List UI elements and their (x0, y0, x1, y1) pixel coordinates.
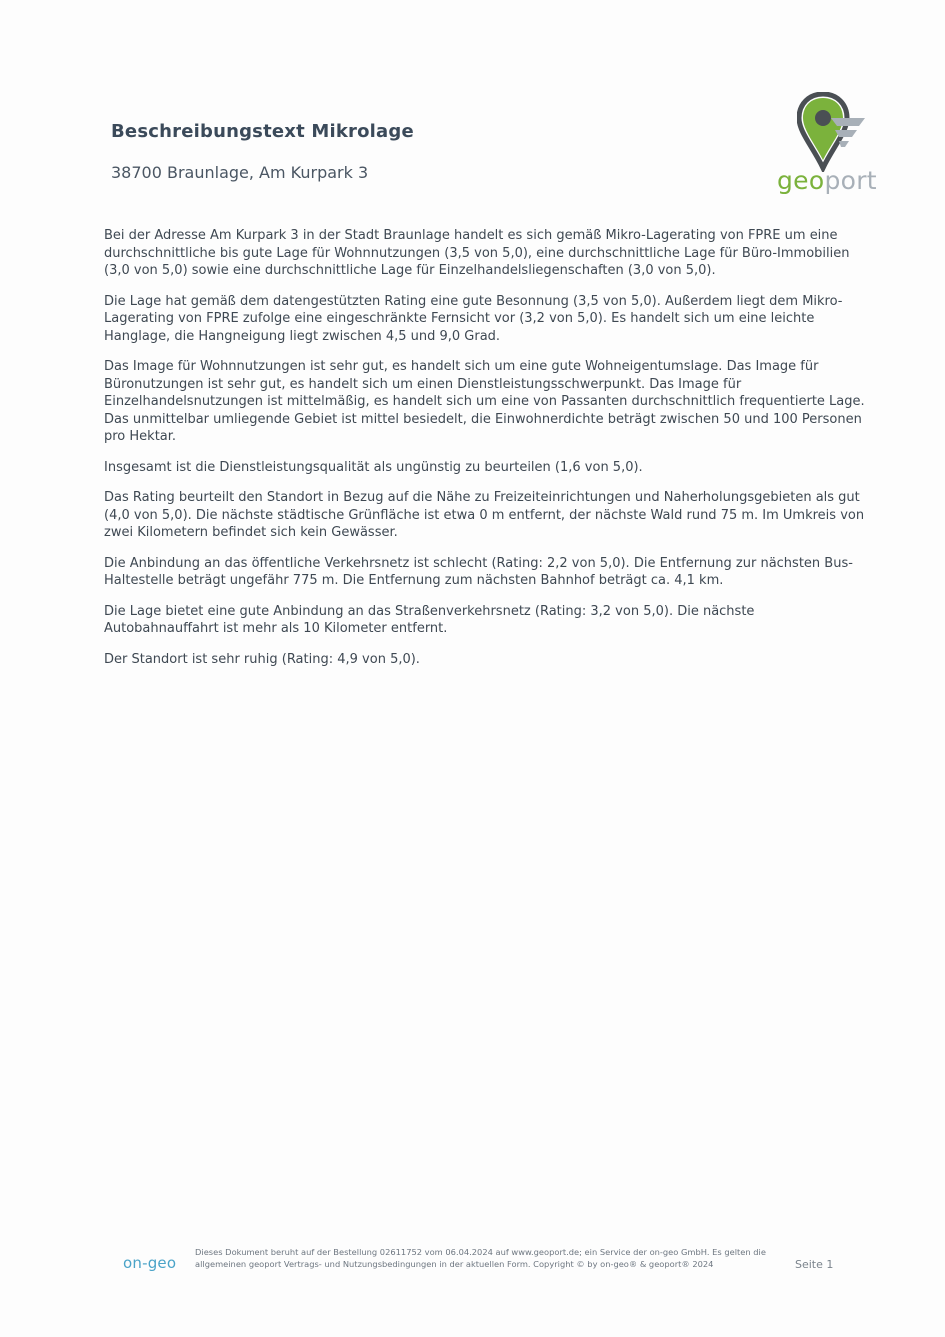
page-title: Beschreibungstext Mikrolage (111, 121, 414, 142)
map-pin-icon (797, 92, 867, 172)
paragraph-image: Das Image für Wohnnutzungen ist sehr gut, es handelt sich um eine gute Wohneigentumslage. Das Image für Büronutzungen ist sehr gut, es handelt sich um einen Dienstleistungsschwerpunkt. Das Image für Einzelhandelsnutzungen ist mittelmäßig, es handelt sich um eine von Passanten durchschnittlich frequentierte Lage. Das unmittelbar umliegende Gebiet ist mittel besiedelt, die Einwohnerdichte beträgt zwischen 50 und 100 Personen pro Hektar. (104, 359, 865, 444)
paragraph-services: Insgesamt ist die Dienstleistungsqualität als ungünstig zu beurteilen (1,6 von 5,0). (104, 459, 643, 475)
paragraph-recreation: Das Rating beurteilt den Standort in Bezug auf die Nähe zu Freizeiteinrichtungen und Naherholungsgebieten als gut (4,0 von 5,0). Die nächste städtische Grünfläche ist etwa 0 m entfernt, der nächste Wald rund 75 m. Im Umkreis von zwei Kilometern befindet sich kein Gewässer. (104, 490, 865, 540)
paragraph-road-network: Die Lage bietet eine gute Anbindung an das Straßenverkehrsnetz (Rating: 3,2 von 5,0). Die nächste Autobahnauffahrt ist mehr als 10 Kilometer entfernt. (104, 603, 755, 636)
on-geo-logo: on-geo (123, 1254, 177, 1272)
paragraph-noise: Der Standort ist sehr ruhig (Rating: 4,9 von 5,0). (104, 651, 420, 667)
description-body (104, 227, 872, 681)
paragraph-location-rating: Bei der Adresse Am Kurpark 3 in der Stadt Braunlage handelt es sich gemäß Mikro-Lagerating von FPRE um eine durchschnittliche bis gute Lage für Wohnnutzungen (3,5 von 5,0), eine durchschnittliche Lage für Büro-Immobilien (3,0 von 5,0) sowie eine durchschnittliche Lage für Einzelhandelsliegenschaften (3,0 von 5,0). (104, 228, 850, 278)
property-address: 38700 Braunlage, Am Kurpark 3 (111, 163, 369, 182)
geoport-wordmark: geoport (777, 166, 877, 195)
footer-disclaimer: Dieses Dokument beruht auf der Bestellung 02611752 vom 06.04.2024 auf www.geoport.de; ein Service der on-geo GmbH. Es gelten die allgemeinen geoport Vertrags- und Nutzungsbedingungen in der aktuellen Form. Copyright © by on-geo® & geoport® 2024 (195, 1247, 766, 1269)
page-number: Seite 1 (795, 1258, 834, 1271)
geoport-logo (775, 92, 875, 207)
paragraph-public-transport: Die Anbindung an das öffentliche Verkehrsnetz ist schlecht (Rating: 2,2 von 5,0). Die Entfernung zur nächsten Bus-Haltestelle beträgt ungefähr 775 m. Die Entfernung zum nächsten Bahnhof beträgt ca. 4,1 km. (104, 555, 853, 588)
paragraph-sun-view: Die Lage hat gemäß dem datengestützten Rating eine gute Besonnung (3,5 von 5,0). Außerdem liegt dem Mikro-Lagerating von FPRE zufolge eine eingeschränkte Fernsicht vor (3,2 von 5,0). Es handelt sich um eine leichte Hanglage, die Hangneigung liegt zwischen 4,5 und 9,0 Grad. (104, 293, 843, 344)
